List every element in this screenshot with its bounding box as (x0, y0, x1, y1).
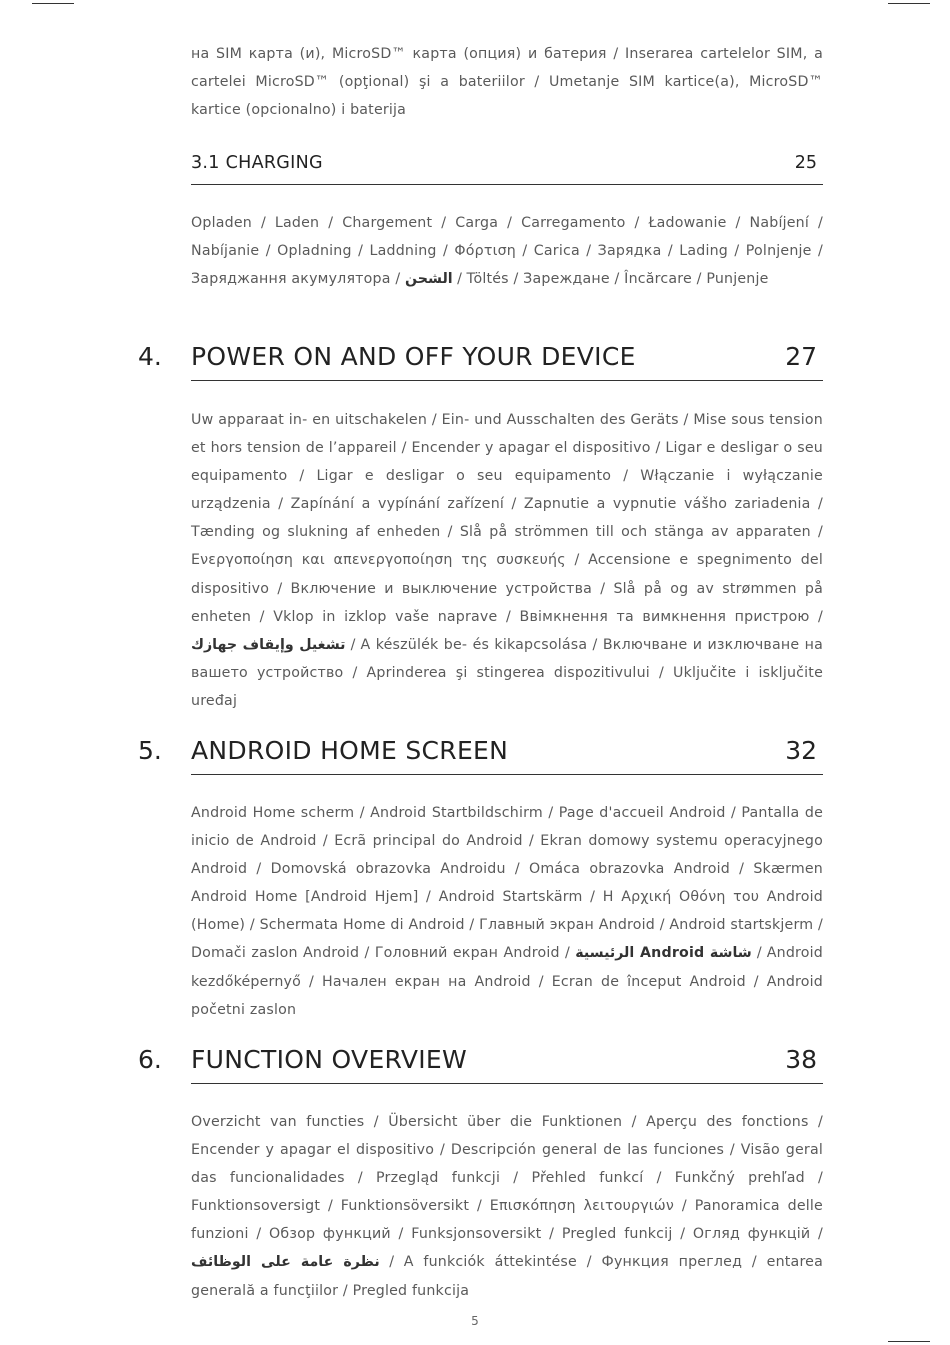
chapter-page: 27 (785, 342, 817, 371)
function-overview-text-arabic: نظرة عامة على الوظائف (191, 1254, 380, 1271)
chapter-number: 5. (138, 736, 162, 765)
chapter-heading-function-overview (138, 1045, 823, 1085)
chapter-number: 6. (138, 1045, 162, 1074)
chapter-title: FUNCTION OVERVIEW (191, 1045, 468, 1074)
chapter-heading-home-screen (138, 736, 823, 776)
chapter-title: ANDROID HOME SCREEN (191, 736, 509, 765)
home-screen-text-b: / Android kezdőképernyő / Начален екран на Android / Ecran de început Android / Android početni zaslon (191, 945, 823, 1018)
charging-text-a: Opladen / Laden / Chargement / Carga / Carregamento / Ładowanie / Nabíjení / Nabíjanie / Opladning / Laddning / Φόρτιση / Carica / Зарядка / Lading / Polnjenje / Заряджання акумулятора / (191, 215, 823, 288)
chapter-title-bar (191, 342, 823, 381)
power-text-a: Uw apparaat in- en uitschakelen / Ein- und Ausschalten des Geräts / Mise sous tension et hors tension de l’appareil / Encender y apagar el dispositivo / Ligar e desligar o seu equipamento / Ligar e desligar o seu equipamento / Włączanie i wyłączanie urządzenia / Zapínání a vypínání zařízení / Zapnutie a vypnutie vášho zariadenia / Tænding og slukning af enheden / Slå på strömmen till och stänga av apparaten / Ενεργοποίηση και απενεργοποίηση της συσκευής / Accensione e spegnimento del dispositivo / Включение и выключение устройства / Slå på og av strømmen på enheten / Vklop in izklop vaše naprave / Ввімкнення та вимкнення пристрою / (191, 412, 823, 625)
chapter-page: 32 (785, 736, 817, 765)
function-overview-paragraph (191, 1108, 823, 1305)
chapter-page: 38 (785, 1045, 817, 1074)
power-text-b: / A készülék be- és kikapcsolása / Включване и изключване на вашето устройство / Aprinderea şi stingerea dispozitivului / Uključite i isključite uređaj (191, 636, 823, 709)
chapter-title-bar (191, 736, 823, 775)
subsection-heading-charging (191, 151, 823, 185)
crop-mark-bottom-right (888, 1341, 930, 1342)
charging-paragraph (191, 209, 823, 293)
function-overview-text-a: Overzicht van functies / Übersicht über die Funktionen / Aperçu des fonctions / Encender y apagar el dispositivo / Descripción general de las funciones / Visão geral das funcionalidades / Przegląd funkcji / Přehled funkcí / Funkčný prehľad / Funktionsoversigt / Funktionsöversikt / Επισκόπηση λειτουργιών / Panoramica delle funzioni / Обзор функций / Funksjonsoversikt / Pregled funkcij / Огляд функцій / (191, 1114, 823, 1243)
crop-mark-top-left (32, 3, 74, 4)
home-screen-paragraph (191, 799, 823, 1024)
page-number: 5 (471, 1314, 479, 1328)
chapter-title: POWER ON AND OFF YOUR DEVICE (191, 342, 636, 371)
charging-text-b: / Töltés / Зареждане / Încărcare / Punjenje (452, 271, 769, 288)
chapter-heading-power (138, 342, 823, 382)
chapter-title-bar (191, 1045, 823, 1084)
power-paragraph (191, 406, 823, 715)
subsection-title: 3.1 CHARGING (191, 153, 323, 173)
home-screen-text-a: Android Home scherm / Android Startbildschirm / Page d'accueil Android / Pantalla de inicio de Android / Ecrã principal do Android / Ekran domowy systemu operacyjnego Android / Domovská obrazovka Androidu / Omáca obrazovka Android / Skærmen Android Home [Android Hjem] / Android Startskärm / Η Αρχική Οθόνη του Android (Home) / Schermata Home di Android / Главный экран Android / Android startskjerm / Domači zaslon Android / Головний екран Android / (191, 805, 823, 962)
power-text-arabic: تشغيل وإيقاف جهازك (191, 636, 346, 653)
charging-text-arabic: الشحن (405, 271, 453, 288)
crop-mark-top-right (888, 3, 930, 4)
function-overview-text-b: / A funkciók áttekintése / Функция преглед / entarea generală a funcţiilor / Pregled funkcija (191, 1254, 823, 1299)
subsection-page: 25 (794, 153, 817, 173)
home-screen-text-arabic: شاشة Android الرئيسية (575, 945, 752, 962)
intro-paragraph: на SIM карта (и), MicroSD™ карта (опция) и батерия / Inserarea cartelelor SIM, a cartelei MicroSD™ (opţional) şi a bateriilor / Umetanje SIM kartice(a), MicroSD™ kartice (opcionalno) i baterija (191, 46, 823, 119)
chapter-number: 4. (138, 342, 162, 371)
